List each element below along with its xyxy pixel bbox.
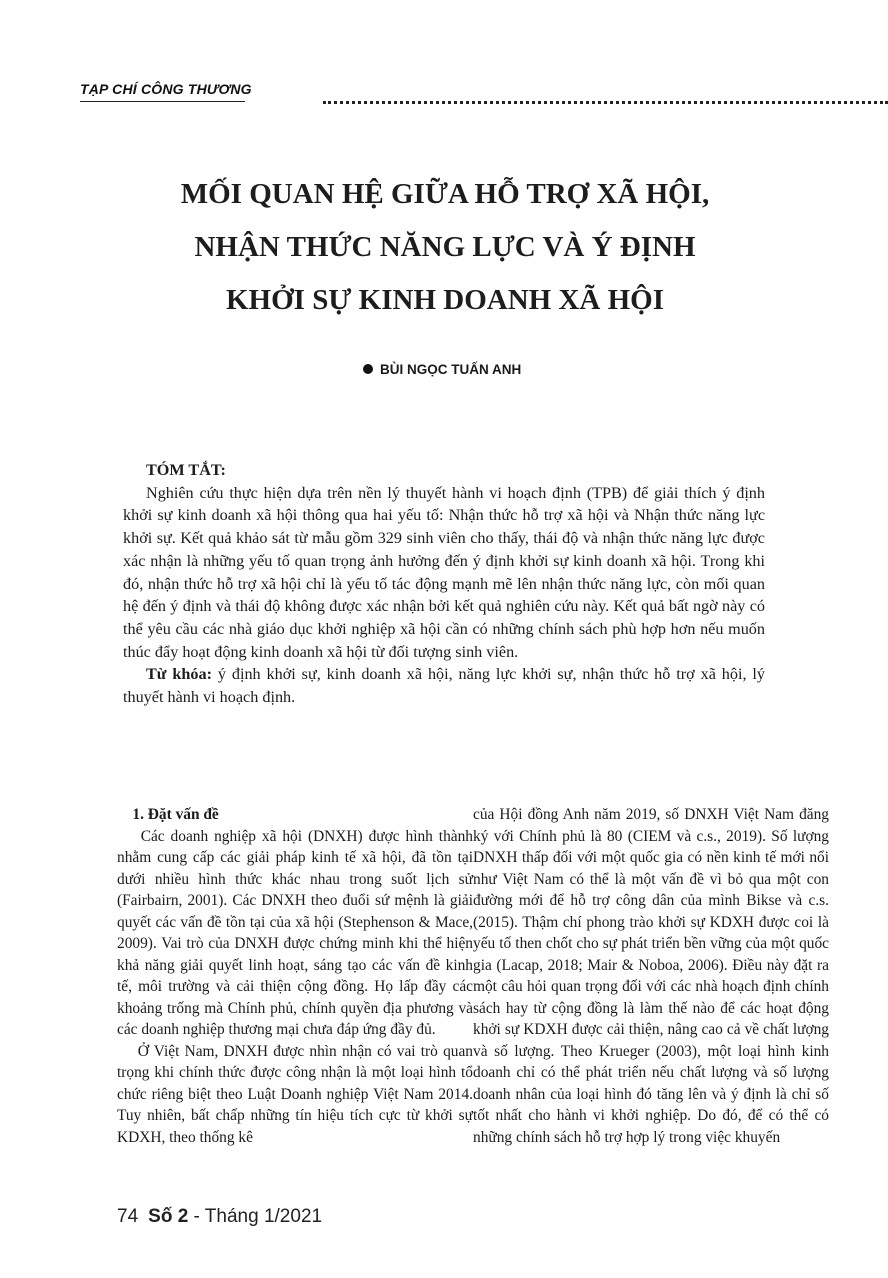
header-rule-dotted [323, 101, 888, 104]
column-left [117, 804, 473, 1148]
title-line-1: MỐI QUAN HỆ GIỮA HỖ TRỢ XÃ HỘI, [180, 178, 710, 210]
title-line-2: NHẬN THỨC NĂNG LỰC VÀ Ý ĐỊNH [194, 231, 696, 263]
keywords-text: ý định khởi sự, kinh doanh xã hội, năng lực khởi sự, nhận thức hỗ trợ xã hội, lý thuyết hành vi hoạch định. [123, 665, 765, 707]
article-title [60, 168, 830, 327]
body-paragraph: Ở Việt Nam, DNXH được nhìn nhận có vai trò quan trọng khi chính thức được công nhận là một loại hình tổ chức riêng biệt theo Luật Doanh nghiệp Việt Nam 2014. Tuy nhiên, bất chấp những tín hiệu tích cực từ khởi sự KDXH, theo thống kê [117, 1042, 473, 1146]
bullet-icon [363, 364, 373, 374]
title-line-3: KHỞI SỰ KINH DOANH XÃ HỘI [226, 284, 664, 316]
issue-info: Số 2 - Tháng 1/2021 [148, 1206, 323, 1227]
keywords-label: Từ khóa: [146, 665, 212, 684]
body-paragraph: Các doanh nghiệp xã hội (DNXH) được hình thành nhằm cung cấp các giải pháp kinh tế xã hội, đã tồn tại dưới nhiều hình thức khác nhau trong suốt lịch sử (Fairbairn, 2001). Các DNXH theo đuổi sứ mệnh là giải quyết các vấn đề tồn tại của xã hội (Stephenson & Mace, 2009). Vai trò của DNXH được chứng minh khi thể hiện khả năng giải quyết linh hoạt, sáng tạo các vấn đề kinh tế, môi trường và cải thiện cộng đồng. Họ lấp đầy các khoảng trống mà Chính phủ, chính quyền địa phương và các doanh nghiệp thương mại chưa đáp ứng đầy đủ. [117, 827, 473, 1038]
section-title: 1. Đặt vấn đề [132, 806, 219, 823]
abstract [123, 459, 765, 709]
column-right [473, 804, 829, 1148]
page-footer [117, 1206, 322, 1228]
author-name: BÙI NGỌC TUẤN ANH [380, 362, 522, 377]
page-number: 74 [117, 1206, 139, 1227]
body-paragraph: của Hội đồng Anh năm 2019, số DNXH Việt Nam đăng ký với Chính phủ là 80 (CIEM và c.s., 2019). Số lượng DNXH thấp đối với một quốc gia có nền kinh tế mới nổi như Việt Nam có thể là một vấn đề vì bỏ qua một con đường mới để hỗ trợ công dân của mình Bikse và c.s. (2015). Thậm chí phong trào khởi sự KDXH được coi là yếu tố then chốt cho sự phát triển bền vững của một quốc gia (Lacap, 2018; Mair & Noboa, 2006). Điều này đặt ra một câu hỏi quan trọng đối với các nhà hoạch định chính sách hay từ cộng đồng là làm thế nào để các hoạt động khởi sự KDXH được cải thiện, nâng cao cả về chất lượng và số lượng. Theo Krueger (2003), một loại hình kinh doanh chỉ có thể phát triển nếu chất lượng và số lượng doanh nhân của loại hình đó tăng lên và ý định là chỉ số tốt nhất cho hành vi khởi nghiệp. Do đó, để có thể có những chính sách hỗ trợ hợp lý trong việc khuyến [473, 806, 829, 1146]
keywords [123, 663, 765, 708]
author-line [363, 362, 521, 377]
header-rule-left [80, 101, 245, 102]
journal-name: TẠP CHÍ CÔNG THƯƠNG [80, 81, 252, 97]
abstract-body: Nghiên cứu thực hiện dựa trên nền lý thuyết hành vi hoạch định (TPB) để giải thích ý định khởi sự kinh doanh xã hội thông qua hai yếu tố: Nhận thức hỗ trợ xã hội và Nhận thức năng lực khởi sự. Kết quả khảo sát từ mẫu gồm 329 sinh viên cho thấy, thái độ và nhận thức năng lực được xác nhận là những yếu tố quan trọng ảnh hưởng đến ý định khởi sự kinh doanh xã hội. Trong khi đó, nhận thức hỗ trợ xã hội chỉ là yếu tố tác động mạnh mẽ lên nhận thức năng lực, còn mối quan hệ đến ý định và thái độ không được xác nhận bởi kết quả nghiên cứu này. Kết quả bất ngờ này có thể yêu cầu các nhà giáo dục khởi nghiệp xã hội cần có những chính sách phù hợp hơn nếu muốn thúc đẩy hoạt động kinh doanh xã hội từ đối tượng sinh viên. [123, 483, 765, 661]
abstract-heading: TÓM TẮT: [146, 461, 226, 479]
